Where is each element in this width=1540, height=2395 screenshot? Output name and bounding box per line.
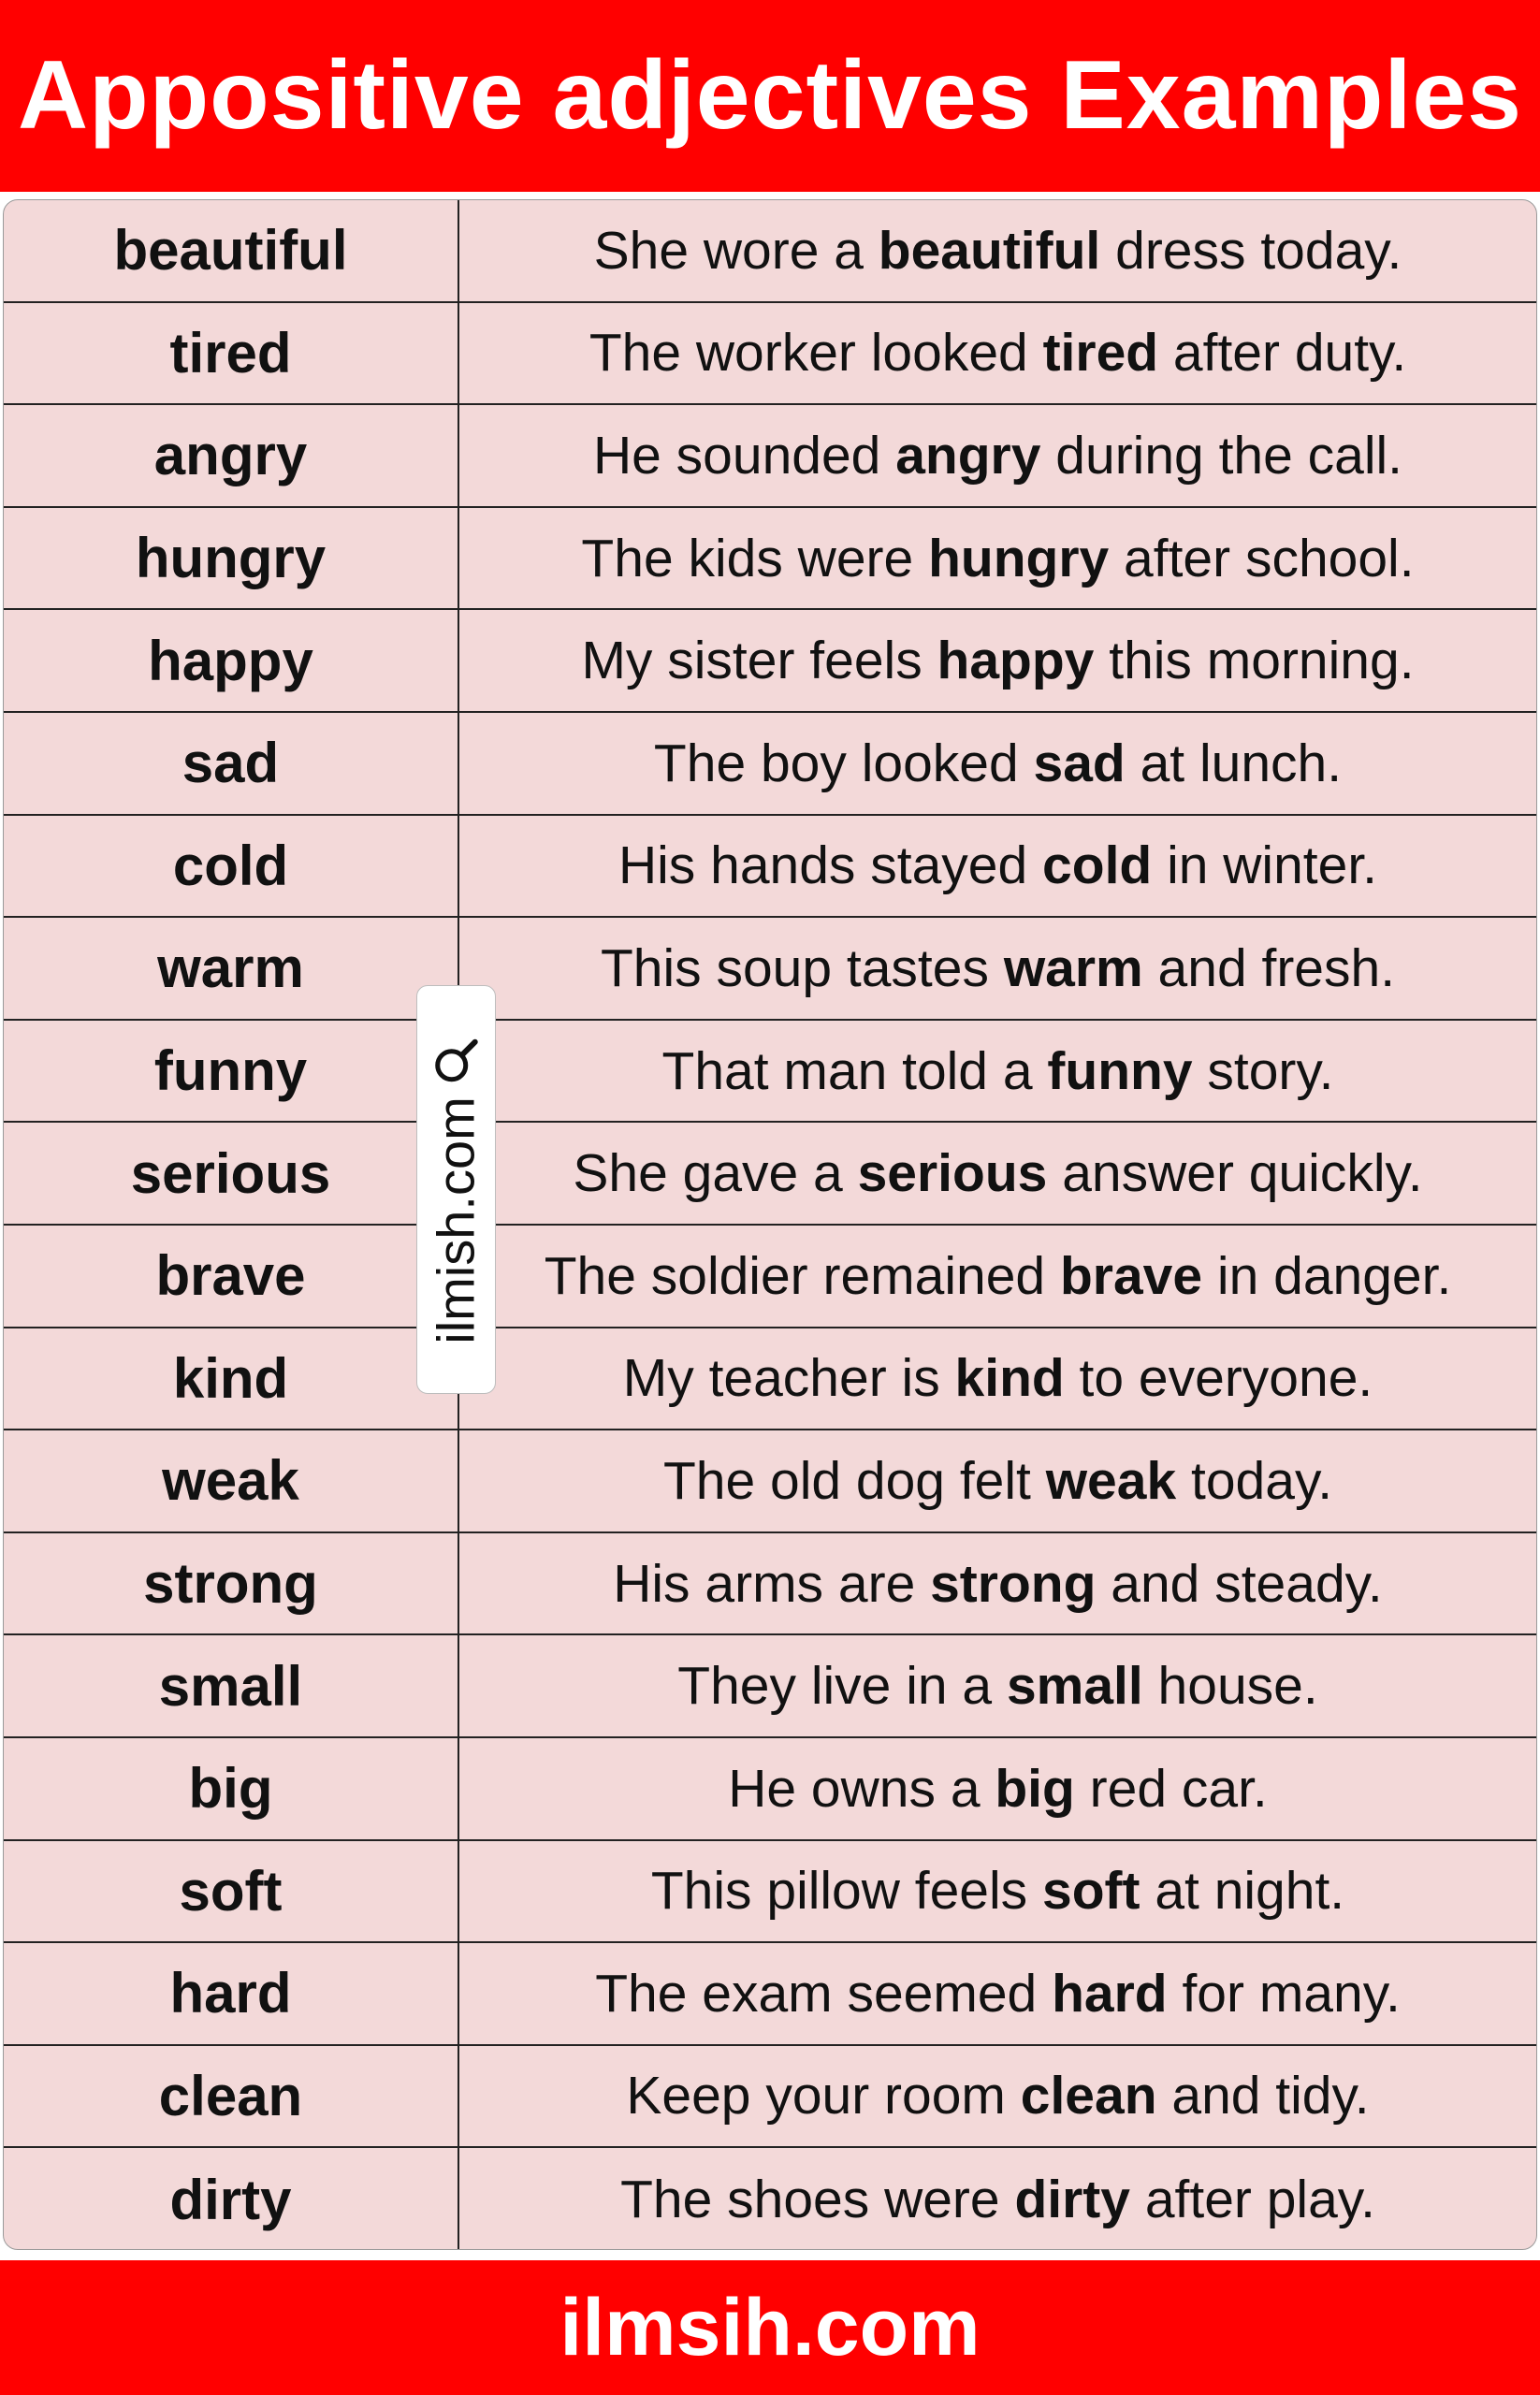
footer-banner — [0, 2260, 1540, 2395]
sentence-start: They live in a — [677, 1656, 1007, 1717]
sentence-end: at lunch. — [1125, 733, 1343, 793]
example-sentence-cell — [459, 303, 1536, 404]
adjective-cell: clean — [4, 2046, 459, 2147]
adjective-cell: serious — [4, 1123, 459, 1224]
example-sentence-cell — [459, 610, 1536, 711]
sentence-start: She gave a — [573, 1143, 858, 1204]
sentence-adjective: serious — [857, 1143, 1048, 1204]
example-sentence-cell — [459, 713, 1536, 814]
example-sentence-cell — [459, 2148, 1536, 2250]
example-sentence-cell — [459, 2046, 1536, 2147]
sentence-end: and steady. — [1096, 1553, 1383, 1614]
sentence-end: for many. — [1167, 1963, 1401, 2024]
sentence-adjective: sad — [1033, 733, 1126, 793]
example-sentence-cell — [459, 200, 1536, 301]
sentence-start: The kids were — [581, 528, 929, 588]
sentence-start: The shoes were — [620, 2170, 1015, 2230]
magnifier-icon — [431, 1035, 482, 1085]
sentence-end: in winter. — [1152, 835, 1378, 896]
table-row — [4, 508, 1536, 611]
sentence-start: He sounded — [592, 425, 896, 486]
sentence-end: red car. — [1074, 1758, 1268, 1819]
adjective-cell: hungry — [4, 508, 459, 609]
table-row — [4, 1738, 1536, 1841]
table-row — [4, 1943, 1536, 2046]
example-sentence-cell — [459, 508, 1536, 609]
sentence-adjective: funny — [1047, 1040, 1193, 1101]
sentence-adjective: big — [995, 1758, 1075, 1819]
example-sentence-cell — [459, 816, 1536, 917]
sentence-adjective: soft — [1042, 1861, 1140, 1922]
sentence-start: Keep your room — [626, 2066, 1021, 2126]
sentence-start: This pillow feels — [650, 1861, 1042, 1922]
table-row — [4, 1123, 1536, 1226]
sentence-start: His hands stayed — [617, 835, 1043, 896]
sentence-end: story. — [1192, 1040, 1334, 1101]
adjective-cell: warm — [4, 918, 459, 1019]
sentence-end: this morning. — [1094, 631, 1415, 691]
sentence-end: after play. — [1130, 2170, 1375, 2230]
sentence-start: The soldier remained — [544, 1245, 1060, 1306]
title-banner — [0, 0, 1540, 192]
example-sentence-cell — [459, 1943, 1536, 2044]
table-row — [4, 1021, 1536, 1124]
adjective-cell: tired — [4, 303, 459, 404]
sentence-start: That man told a — [661, 1040, 1048, 1101]
sentence-start: This soup tastes — [600, 937, 1004, 998]
adjective-cell: brave — [4, 1226, 459, 1327]
examples-table — [3, 199, 1537, 2250]
example-sentence-cell — [459, 405, 1536, 506]
sentence-adjective: happy — [937, 631, 1095, 691]
sentence-adjective: cold — [1042, 835, 1153, 896]
table-row — [4, 713, 1536, 816]
adjective-cell: big — [4, 1738, 459, 1839]
example-sentence-cell — [459, 918, 1536, 1019]
adjective-cell: hard — [4, 1943, 459, 2044]
sentence-end: to everyone. — [1064, 1348, 1373, 1409]
sentence-end: and fresh. — [1142, 937, 1396, 998]
sentence-start: His arms are — [613, 1553, 931, 1614]
adjective-cell: beautiful — [4, 200, 459, 301]
sentence-end: house. — [1142, 1656, 1318, 1717]
example-sentence-cell — [459, 1635, 1536, 1736]
footer-site-name: ilmsih.com — [559, 2282, 981, 2373]
watermark — [416, 985, 496, 1394]
sentence-end: in danger. — [1202, 1245, 1452, 1306]
sentence-adjective: dirty — [1014, 2170, 1130, 2230]
adjective-cell: cold — [4, 816, 459, 917]
example-sentence-cell — [459, 1841, 1536, 1942]
sentence-adjective: tired — [1042, 323, 1159, 384]
sentence-adjective: hungry — [928, 528, 1110, 588]
page-title: Appositive adjectives Examples — [17, 41, 1523, 150]
sentence-end: at night. — [1140, 1861, 1345, 1922]
sentence-adjective: angry — [895, 425, 1041, 486]
sentence-start: The boy looked — [653, 733, 1034, 793]
watermark-text: ilmish.com — [427, 1096, 486, 1344]
sentence-start: The exam seemed — [595, 1963, 1053, 2024]
example-sentence-cell — [459, 1430, 1536, 1531]
adjective-cell: happy — [4, 610, 459, 711]
sentence-adjective: hard — [1052, 1963, 1168, 2024]
sentence-adjective: brave — [1059, 1245, 1203, 1306]
table-row — [4, 200, 1536, 303]
adjective-cell: angry — [4, 405, 459, 506]
example-sentence-cell — [459, 1328, 1536, 1430]
table-row — [4, 303, 1536, 406]
adjective-cell: soft — [4, 1841, 459, 1942]
table-row — [4, 610, 1536, 713]
adjective-cell: small — [4, 1635, 459, 1736]
table-row — [4, 918, 1536, 1021]
sentence-adjective: kind — [954, 1348, 1065, 1409]
example-sentence-cell — [459, 1738, 1536, 1839]
adjective-cell: kind — [4, 1328, 459, 1430]
sentence-start: My sister feels — [581, 631, 937, 691]
adjective-cell: funny — [4, 1021, 459, 1122]
table-row — [4, 816, 1536, 919]
table-row — [4, 2046, 1536, 2149]
table-row — [4, 1226, 1536, 1328]
sentence-adjective: clean — [1020, 2066, 1157, 2126]
table-row — [4, 1328, 1536, 1431]
adjective-cell: strong — [4, 1533, 459, 1634]
sentence-start: The worker looked — [588, 323, 1043, 384]
table-row — [4, 1533, 1536, 1636]
sentence-end: during the call. — [1040, 425, 1403, 486]
adjective-cell: sad — [4, 713, 459, 814]
example-sentence-cell — [459, 1533, 1536, 1634]
table-row — [4, 1430, 1536, 1533]
sentence-end: and tidy. — [1156, 2066, 1370, 2126]
table-row — [4, 405, 1536, 508]
sentence-adjective: beautiful — [878, 220, 1101, 281]
table-row — [4, 1841, 1536, 1944]
sentence-adjective: warm — [1003, 937, 1143, 998]
table-row — [4, 2148, 1536, 2250]
sentence-start: He owns a — [728, 1758, 995, 1819]
sentence-adjective: weak — [1045, 1450, 1177, 1511]
example-sentence-cell — [459, 1226, 1536, 1327]
adjective-cell: dirty — [4, 2148, 459, 2250]
sentence-start: She wore a — [593, 220, 879, 281]
adjective-cell: weak — [4, 1430, 459, 1531]
sentence-adjective: small — [1006, 1656, 1143, 1717]
example-sentence-cell — [459, 1123, 1536, 1224]
sentence-end: after duty. — [1158, 323, 1407, 384]
sentence-adjective: strong — [930, 1553, 1097, 1614]
sentence-end: answer quickly. — [1047, 1143, 1423, 1204]
table-row — [4, 1635, 1536, 1738]
example-sentence-cell — [459, 1021, 1536, 1122]
sentence-end: after school. — [1109, 528, 1415, 588]
sentence-end: dress today. — [1100, 220, 1402, 281]
sentence-start: The old dog felt — [662, 1450, 1046, 1511]
sentence-end: today. — [1176, 1450, 1333, 1511]
sentence-start: My teacher is — [622, 1348, 955, 1409]
